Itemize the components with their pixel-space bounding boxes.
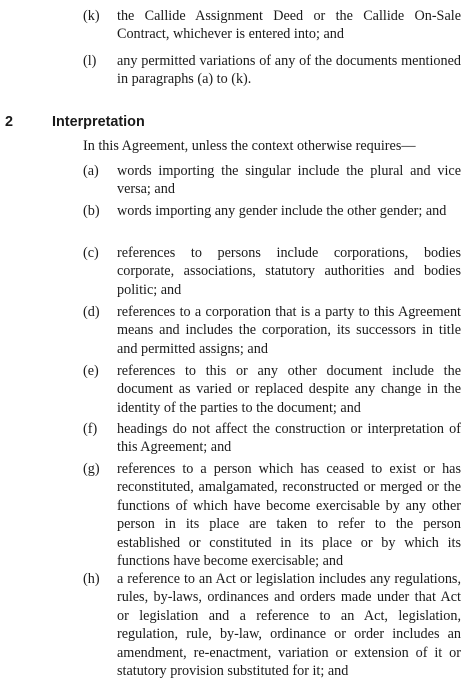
list-item-l (83, 52, 461, 89)
list-item-e (83, 362, 461, 417)
item-text: references to a corporation that is a party to this Agreement means and includes the corporation, its successors in title and permitted assigns; and (117, 304, 461, 357)
list-item-a (83, 162, 461, 199)
list-item-g (83, 460, 461, 570)
item-text: words importing any gender include the other gender; and (117, 203, 447, 219)
list-item-h (83, 570, 461, 680)
list-item-c (83, 244, 461, 299)
item-label: (g) (83, 461, 100, 477)
item-label: (a) (83, 163, 99, 179)
item-text: the Callide Assignment Deed or the Callide On-Sale Contract, whichever is entered into; and (117, 8, 461, 43)
item-label: (b) (83, 203, 100, 219)
item-text: headings do not affect the construction or interpretation of this Agreement; and (117, 421, 461, 456)
item-text: any permitted variations of any of the documents mentioned in paragraphs (a) to (k). (117, 53, 461, 88)
list-item-f (83, 420, 461, 457)
section-number: 2 (5, 114, 14, 130)
item-label: (e) (83, 363, 99, 379)
item-label: (c) (83, 245, 99, 261)
section-heading: Interpretation (52, 114, 145, 130)
item-text: references to this or any other document include the document as varied or replaced despite any change in the identity of the parties to the document; and (117, 363, 461, 416)
item-text: references to persons include corporations, bodies corporate, associations, statutory authorities and bodies politic; and (117, 245, 461, 298)
item-label: (l) (83, 53, 97, 69)
section-intro: In this Agreement, unless the context otherwise requires— (83, 138, 416, 154)
item-label: (f) (83, 421, 98, 437)
item-text: words importing the singular include the plural and vice versa; and (117, 163, 461, 198)
list-item-d (83, 303, 461, 358)
item-label: (d) (83, 304, 100, 320)
item-text: a reference to an Act or legislation includes any regulations, rules, by-laws, ordinances and orders made under that Act or legislation and a reference to an Act, legislation, regulation, rule, by-law, ordinance or order includes an amendment, re-enactment, variation or extension of it or statutory provision substituted for it; and (117, 571, 461, 680)
list-item-k (83, 7, 461, 44)
item-text: references to a person which has ceased to exist or has reconstituted, amalgamated, reconstructed or merged or the functions of which have become exercisable by any other person in its place are taken to refer to the person established or constituted in its place or by which its functions have become exercisable; and (117, 461, 461, 570)
list-item-b (83, 202, 461, 220)
item-label: (h) (83, 571, 100, 587)
item-label: (k) (83, 8, 100, 24)
